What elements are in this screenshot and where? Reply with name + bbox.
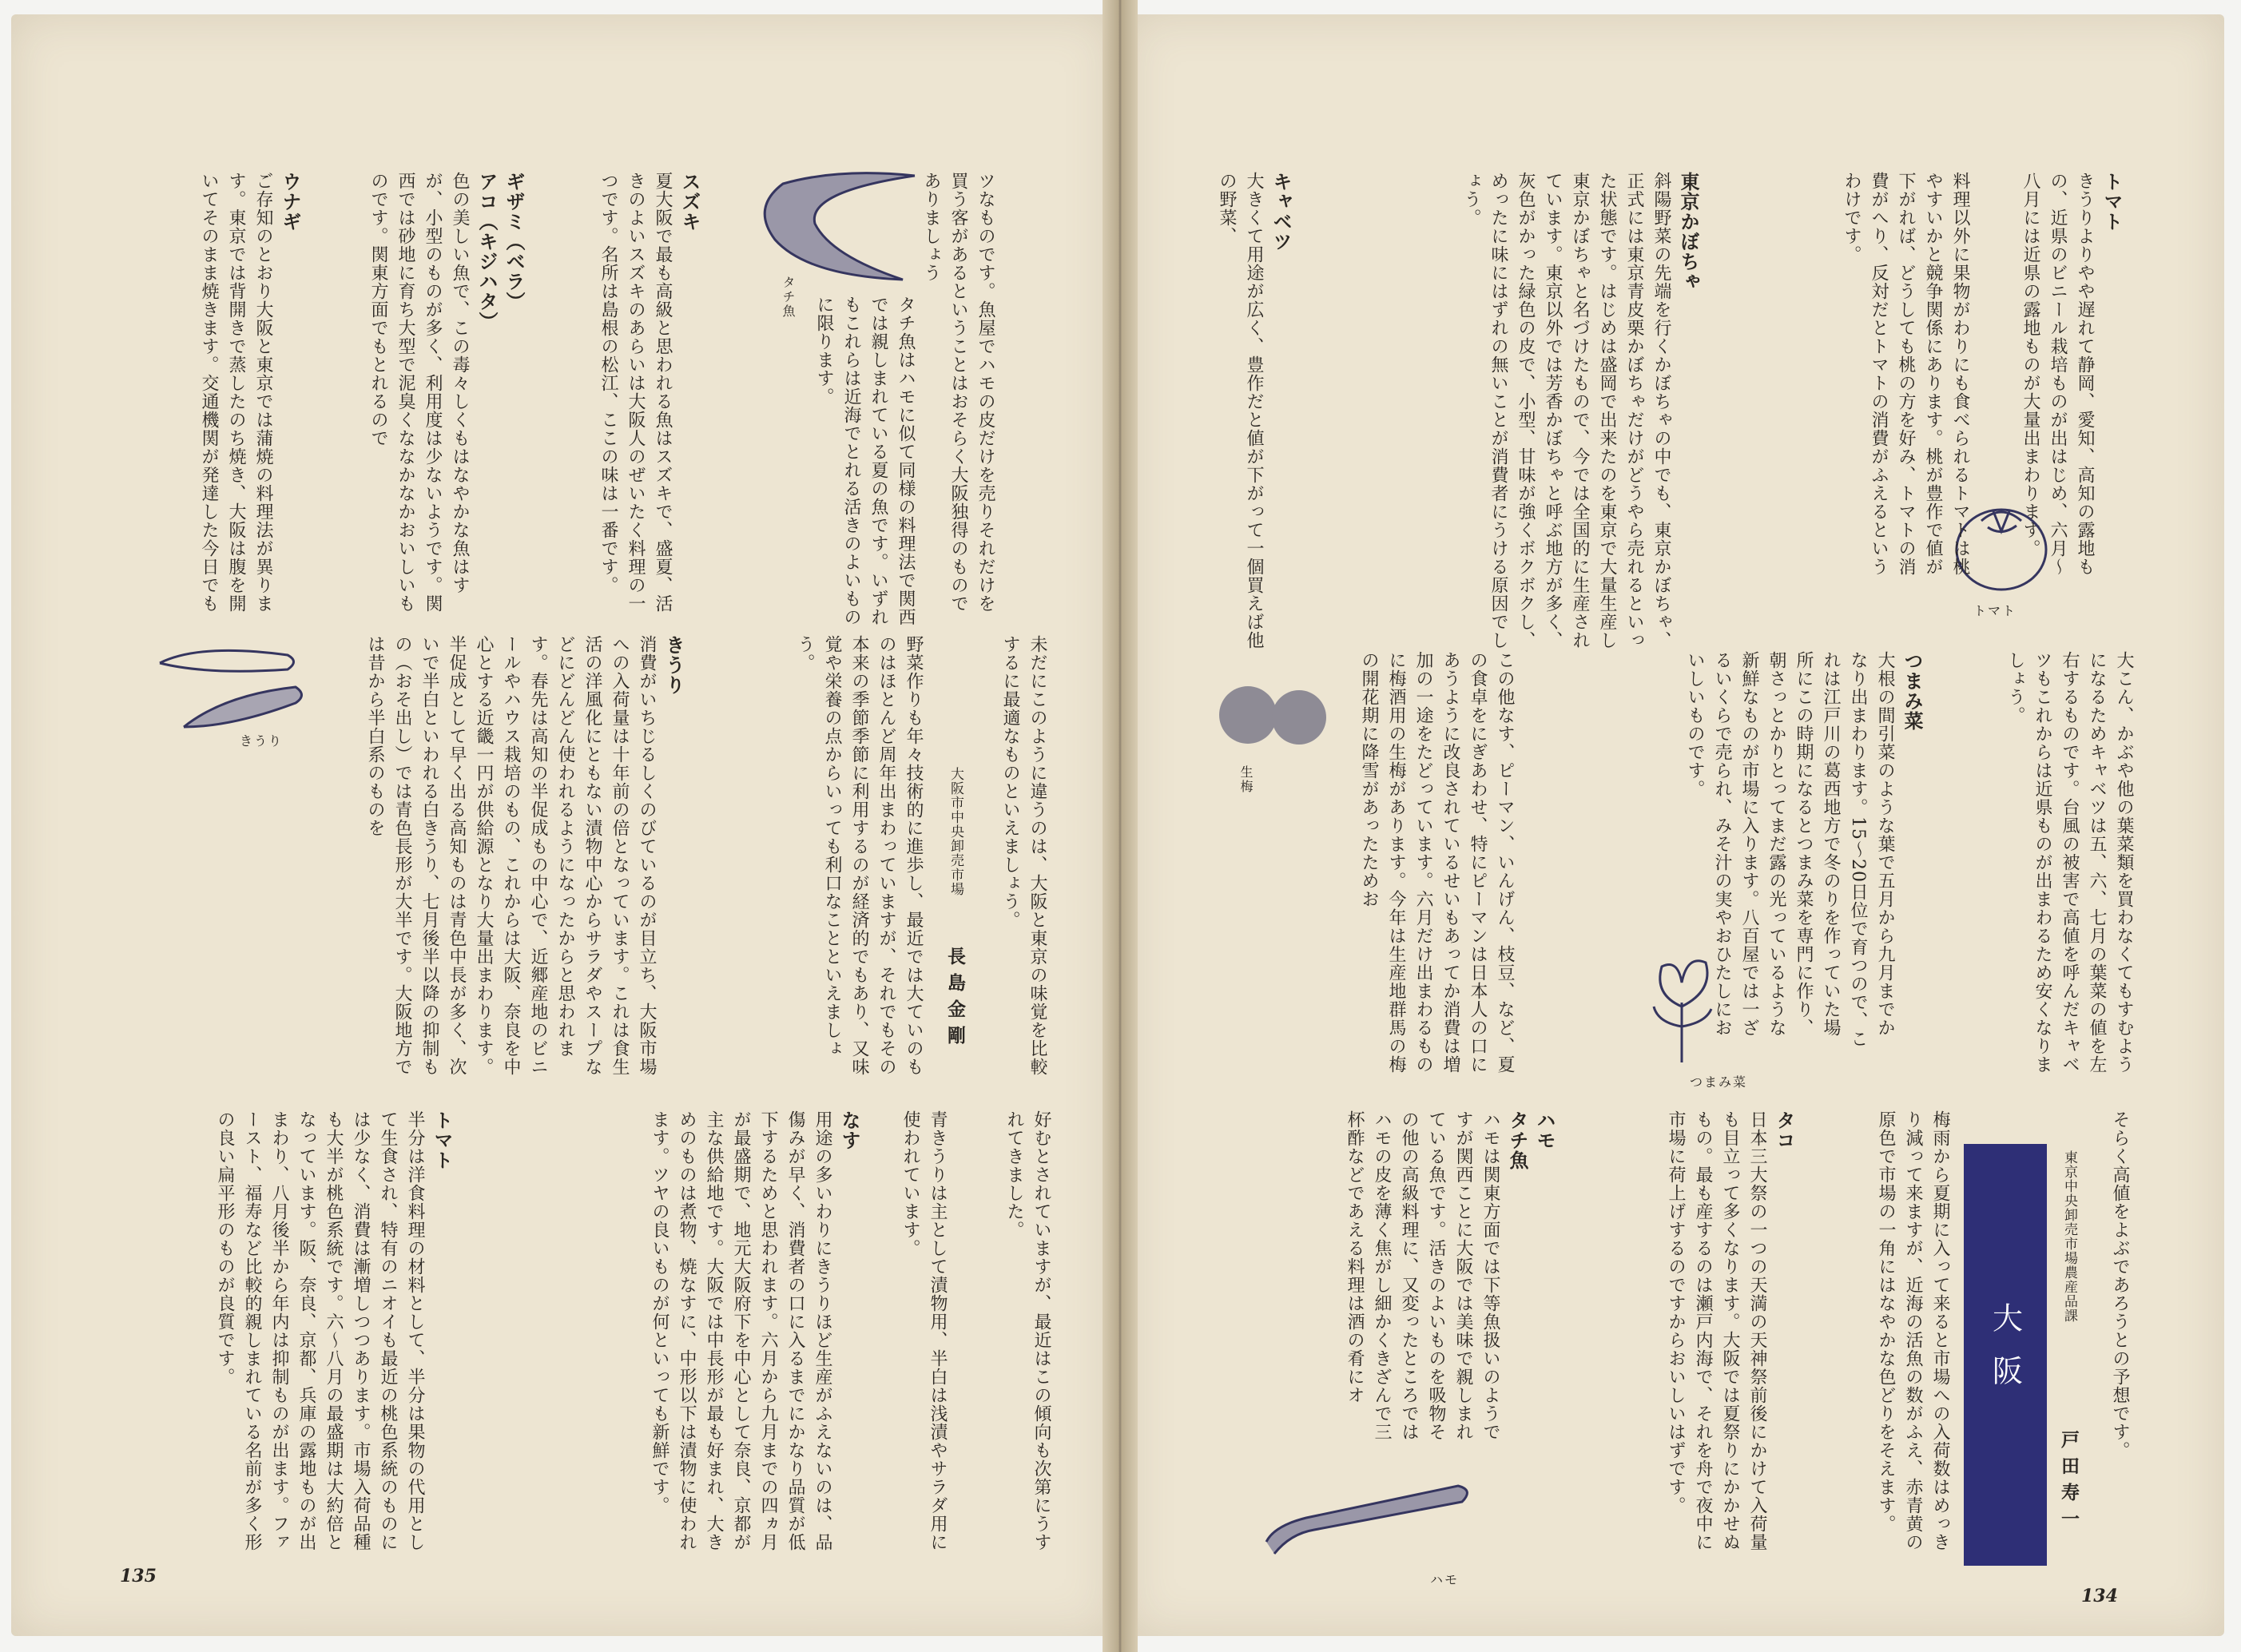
paragraph: この他なす、ピーマン、いんげん、枝豆、など、夏の食卓をにぎあわせ、特にピーマンは日本人の口にあうように改良されているせいもあってか消費は増加の一途をたどっています。六月だけ出まわるものに梅酒用の生梅があります。今年は生産地群馬の梅の開花期に降雪があったためお bbox=[1359, 651, 1515, 1074]
paragraph: きうりよりやや遅れて静岡、愛知、高知の露地もの、近県のビニール栽培ものが出はじめ、六月〜八月には近県の露地ものが大量出まわります。 bbox=[2020, 172, 2095, 576]
paragraph: タチ魚はハモに似て同様の料理法で関西では親しまれている夏の魚です。いずれもこれらは近海でとれる活きのよいものに限ります。 bbox=[814, 296, 916, 626]
paragraph: ご存知のとおり大阪と東京では蒲焼の料理法が異ります。東京では背開きで蒸したのち焼き、大阪は腹を開いてそのまま焼きます。交通機関が発達した今日でも bbox=[199, 172, 273, 613]
byline-org-right: 東京中央卸売市場農産品課 bbox=[2061, 1150, 2077, 1323]
page-number-right: 134 bbox=[2081, 1586, 2118, 1606]
article-nasu bbox=[471, 1110, 863, 1558]
caption-kyuri: きうり bbox=[240, 733, 284, 749]
paragraph: 消費がいちじるしくのびているのが目立ち、大阪市場への入荷量は十年前の倍となっています。これは食生活の洋風化にともない漬物中心からサラダやスープなどにどんどん使われるようになったからと思われます。春先は高知の半促成もの中心で、近郷産地のビニールやハウス栽培のもの、これからは大阪、奈良を中心とする近畿一円が供給源となり大量出まわります。半促成として早く出る高知ものは青色中長が多く、次いで半白といわれる白きうり、七月後半以降の抑制もの（おそ出し）では青色長形が大半です。大阪地方では昔から半白系のものを bbox=[365, 635, 657, 1076]
article-tako bbox=[1566, 1110, 1798, 1558]
byline-org-left: 大阪市中央卸売市場 bbox=[948, 767, 964, 896]
article-ume-cont bbox=[2077, 1110, 2133, 1558]
article-osaka-intro bbox=[1810, 1110, 1953, 1558]
paragraph: 日本三大祭の一つの天満の天神祭前後にかけて入荷量も目立って多くなります。大阪では夏祭りにかかせぬもの。最も産するのは瀬戸内海で、それを舟で夜中に市場に荷上げするのですからおいしいはずです。 bbox=[1666, 1110, 1767, 1551]
paragraph: ハモは関東方面では下等魚扱いのようですが関西ことに大阪では美味で親しまれている魚です。活きのよいものを吸物その他の高級料理に、又変ったところではハモの皮を薄く焦がし細かくきざんで三杯酢などであえる料理は酒の肴にオ bbox=[1345, 1110, 1500, 1441]
paragraph: 半分は洋食料理の材料として、半分は果物の代用として生食され、特有のニオイも最近の桃色系統のものには少なく、消費は漸増しつつあります。市場入荷品種も大半が桃色系統です。六〜八月の最盛期は大約倍となっています。阪、奈良、京都、兵庫の露地ものが出まわり、八月後半から年内は抑制ものが出ます。ファースト、福寿など比較的親しまれている名前が多く形の良い扁平形のものが良質です。 bbox=[215, 1110, 425, 1551]
paragraph: 野菜作りも年々技術的に進歩し、最近では大ていのものはほとんど周年出まわっていますが、それでもその本来の季節季節に利用するのが経済的でもあり、又味覚や栄養の点からいっても利口なことといえましょう。 bbox=[795, 635, 924, 1076]
book-gutter bbox=[1103, 0, 1138, 1652]
heading-kabocha: 東京かぼちゃ bbox=[1677, 172, 1699, 292]
article-kabocha bbox=[1310, 172, 1702, 651]
caption-tsumami: つまみ菜 bbox=[1690, 1074, 1748, 1090]
caption-tachiuo: タチ魚 bbox=[781, 276, 796, 319]
paragraph: 斜陽野菜の先端を行くかぼちゃの中でも、東京かぼちゃ、正式には東京青皮栗かぼちゃだけがどうやら売れるといった状態です。はじめは盛岡で出来たのを東京で大量生産し東京かぼちゃと名づけたもので、今では全国的に生産されています。東京以外では芳香かぼちゃと呼ぶ地方が多く、灰色がかった緑色の皮で、小型、甘味が強くボクボクし、めったに味にはずれの無いことが消費者にうける原因でしょう。 bbox=[1461, 172, 1671, 649]
heading-tako: タコ bbox=[1773, 1110, 1795, 1150]
article-tomato-right-cont bbox=[1710, 172, 1973, 587]
article-aokyuri bbox=[879, 1110, 951, 1558]
hamo-illustration bbox=[1258, 1454, 1482, 1566]
caption-ume: 生梅 bbox=[1238, 765, 1254, 794]
article-hamo bbox=[1302, 1110, 1558, 1446]
heading-tachiuo: タチ魚 bbox=[1506, 1110, 1528, 1170]
article-tomato-left bbox=[120, 1110, 455, 1558]
paragraph: 未だにこのように違うのは、大阪と東京の味覚を比較するに最適なものといえましょう。 bbox=[1000, 635, 1047, 1076]
article-cabbage-cont bbox=[1949, 651, 2137, 1082]
paragraph: 用途の多いわりにきうりほど生産がふえないのは、品傷みが早く、消費者の口に入るまでにかなり品質が低下するためと思われます。六月から九月までの四ヵ月が最盛期で、地元大阪府下を中心として奈良、京都が主な供給地です。大阪では中長形が最も好まれ、大きめのものは煮物、焼なすに、中形以下は漬物に使われます。ツヤの良いものが何といっても新鮮です。 bbox=[650, 1110, 832, 1551]
article-kyuri-cont bbox=[959, 1110, 1055, 1558]
tsumami-illustration bbox=[1638, 947, 1726, 1066]
byline-name-right: 戸田寿一 bbox=[2058, 1430, 2079, 1535]
paragraph: 夏大阪で最も高級と思われる魚はスズキで、盛夏、活きのよいスズキのあらいは大阪人のぜいたく料理の一つです。名所は島根の松江、ここの味は一番です。 bbox=[598, 172, 673, 613]
caption-tomato: トマト bbox=[1973, 603, 2017, 618]
article-unagi bbox=[120, 172, 304, 619]
article-tsumami bbox=[1526, 651, 1925, 1050]
article-yasai bbox=[703, 635, 927, 1082]
heading-suzuki: スズキ bbox=[678, 172, 701, 232]
article-hamo-cont bbox=[921, 172, 999, 619]
paragraph: 大きくて用途が広く、豊作だと値が下がって一個買えば他の野菜、 bbox=[1217, 172, 1264, 649]
heading-hamo: ハモ bbox=[1533, 1110, 1556, 1150]
tachiuo-illustration bbox=[743, 160, 927, 288]
ume-illustration bbox=[1214, 671, 1334, 759]
article-cabbage bbox=[1198, 172, 1294, 651]
heading-cabbage: キャベツ bbox=[1270, 172, 1292, 252]
heading-tsumami: つまみ菜 bbox=[1901, 651, 1923, 731]
paragraph: 好むとされていますが、最近はこの傾向も次第にうすれてきました。 bbox=[1004, 1110, 1051, 1551]
paragraph: 大根の間引菜のような葉で五月から九月までかなり出まわります。15〜20日位で育つので、これは江戸川の葛西地方で冬のりを作っていた場所にこの時期になるとつまみ菜を専門に作り、朝さっとかりとってまだ露の光っているような新鮮なものが市場に入ります。八百屋では一ざるいくらで売られ、みそ汁の実やおひたしにおいしいものです。 bbox=[1685, 651, 1895, 1048]
paragraph: そらく高値をよぶであろうとの予想です。 bbox=[2110, 1110, 2130, 1459]
heading-tomato-left: トマト bbox=[431, 1110, 453, 1170]
heading-kyuri: きうり bbox=[662, 635, 685, 695]
article-unagi-cont bbox=[971, 635, 1051, 1082]
heading-nasu: なす bbox=[838, 1110, 860, 1150]
page-number-left: 135 bbox=[120, 1566, 157, 1586]
caption-hamo: ハモ bbox=[1430, 1572, 1460, 1587]
heading-gizami: ギザミ（ベラ） bbox=[503, 172, 525, 312]
section-title-osaka: 大阪 bbox=[1964, 1144, 2047, 1566]
heading-tomato: トマト bbox=[2100, 172, 2123, 232]
paragraph: 料理以外に果物がわりにも食べられるトマトは桃やすいかと競争関係にあります。桃が豊作で値が下がれば、どうしても桃の方を好み、トマトの消費がへり、反対だとトマトの消費がふえるというわけです。 bbox=[1842, 172, 1970, 576]
paragraph: 青きうりは主として漬物用、半白は浅漬やサラダ用に使われています。 bbox=[900, 1110, 948, 1551]
article-gizami bbox=[312, 172, 527, 619]
article-suzuki bbox=[543, 172, 703, 619]
heading-unagi: ウナギ bbox=[279, 172, 301, 232]
heading-ako: アコ（キジハタ） bbox=[475, 172, 498, 332]
paragraph: 梅雨から夏期に入って来ると市場への入荷数はめっきり減って来ますが、近海の活魚の数がふえ、赤青黄の原色で市場の一角にはなやかな色どりをそえます。 bbox=[1876, 1110, 1950, 1551]
byline-name-left: 長島金剛 bbox=[944, 947, 965, 1052]
kyuri-illustration bbox=[152, 639, 312, 743]
paragraph: ツなものです。魚屋でハモの皮だけを売りそれだけを買う客があるということはおそらく大阪独得のものでありましょう bbox=[921, 172, 995, 613]
paragraph: 色の美しい魚で、この毒々しくもはなやかな魚はすが、小型のものが多く、利用度は少ないようです。関西では砂地に育ち大型で泥臭くななかなかおいしいものです。関東方面でもとれるので bbox=[368, 172, 470, 613]
article-tachiuo bbox=[719, 296, 919, 631]
paragraph: 大こん、かぶや他の葉菜類を買わなくてもすむようになるためキャベツは五、六、七月の葉菜の値を左右するものです。台風の被害で高値を呼んだキャベツもこれからは近県ものが出まわるため安くなりましょう。 bbox=[2005, 651, 2134, 1074]
